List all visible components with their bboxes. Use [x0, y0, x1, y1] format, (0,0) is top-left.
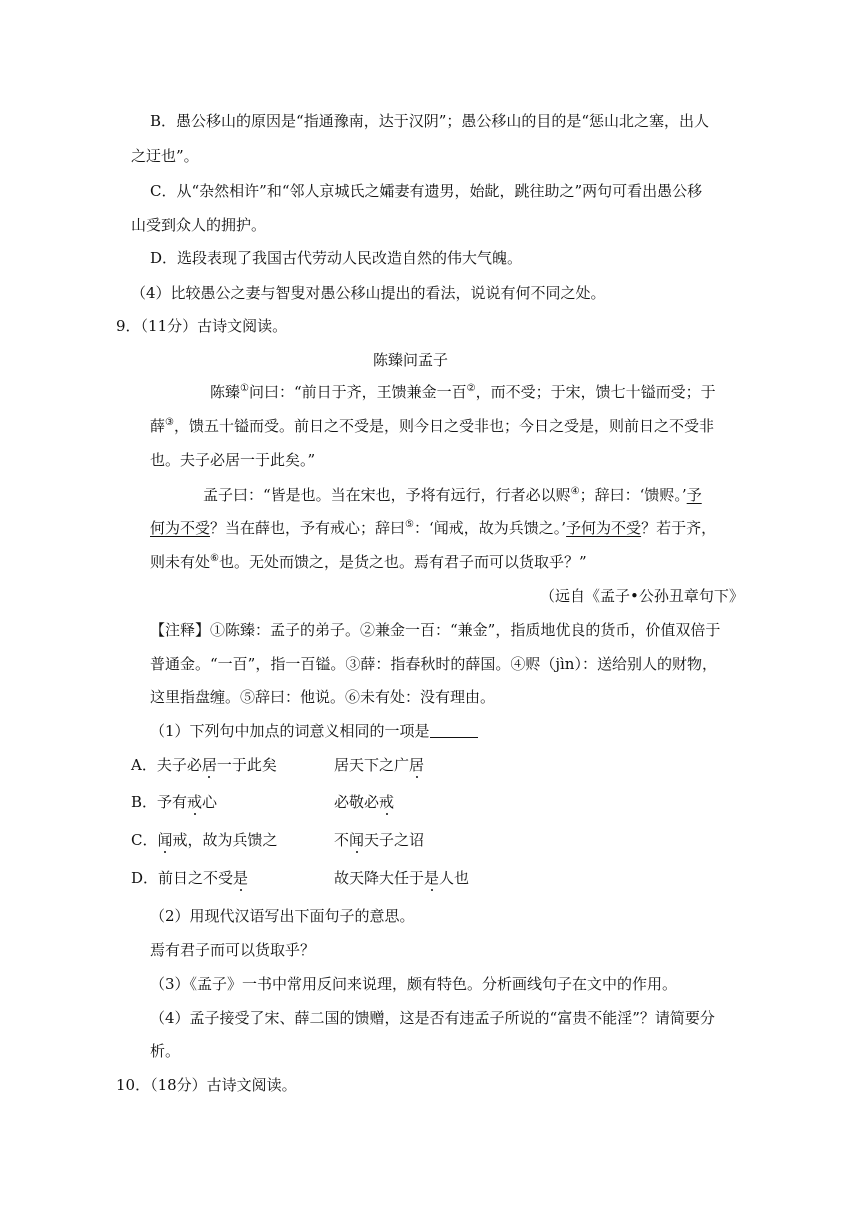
passage-p2-line2: 何为不受？当在薛也，予有戒心；辞曰⑤：‘闻戒，故为兵馈之。’予何为不受？若于齐，	[150, 519, 717, 537]
option-b-left: B．予有戒心	[131, 793, 218, 811]
passage-p1-line3: 也。夫子必居一于此矣。”	[150, 451, 316, 469]
passage-title: 陈臻问孟子	[373, 351, 449, 369]
footnote-marker: ③	[165, 417, 174, 428]
option-c-left: C．闻戒，故为兵馈之	[131, 831, 278, 849]
emphasis-dot-word: 戒	[379, 793, 395, 811]
notes-line2: 普通金。“一百”，指一百镒。③薛：指春秋时的薛国。④赆（jìn）：送给别人的财物，	[150, 655, 717, 673]
emphasis-dot-word: 居	[409, 756, 425, 774]
option-a-right: 居天下之广居	[334, 756, 425, 774]
option-c-right: 不闻天子之诏	[334, 831, 425, 849]
q9-sub4-line1: （4）孟子接受了宋、薛二国的馈赠，这是否有违孟子所说的“富贵不能淫”？请简要分	[150, 1009, 715, 1027]
footnote-marker: ②	[466, 383, 476, 394]
passage-p2-line3: 则未有处⑥也。无处而馈之，是货之也。焉有君子而可以货取乎？”	[150, 553, 587, 571]
passage-p2-line1: 孟子曰：“皆是也。当在宋也，予将有远行，行者必以赆④；辞曰：‘馈赆。’予	[203, 486, 702, 504]
passage-source: （远自《孟子•公孙丑章句下》	[540, 587, 744, 605]
q8-option-c-line2: 山受到众人的拥护。	[131, 216, 267, 234]
notes-line3: 这里指盘缠。⑤辞曰：他说。⑥未有处：没有理由。	[150, 688, 496, 706]
underlined-sentence-1a: 予	[686, 486, 702, 504]
q8-option-b-line2: 之迂也”。	[131, 147, 199, 165]
option-d-left: D．前日之不受是	[131, 869, 249, 887]
answer-blank	[430, 723, 478, 738]
q9-sub1: （1）下列句中加点的词意义相同的一项是	[150, 721, 478, 741]
q9-sub4-line2: 析。	[150, 1042, 181, 1060]
footnote-marker: ①	[240, 383, 249, 394]
emphasis-dot-word: 是	[233, 869, 249, 887]
q9-sub2: （2）用现代汉语写出下面句子的意思。	[150, 907, 415, 925]
emphasis-dot-word: 闻	[157, 831, 173, 849]
q8-option-b-line1: B．愚公移山的原因是“指通豫南，达于汉阴”；愚公移山的目的是“惩山北之塞，出人	[150, 112, 710, 130]
emphasis-dot-word: 戒	[187, 793, 203, 811]
footnote-marker: ④	[570, 486, 580, 497]
q9-sub3: （3）《孟子》一书中常用反问来说理，颇有特色。分析画线句子在文中的作用。	[150, 975, 678, 993]
passage-p1-line2: 薛③，馈五十镒而受。前日之不受是，则今日之受非也；今日之受是，则前日之不受非	[150, 417, 714, 435]
option-b-right: 必敬必戒	[334, 793, 395, 811]
q9-sub2-sentence: 焉有君子而可以货取乎？	[150, 941, 316, 959]
footnote-marker: ⑤	[405, 519, 414, 530]
notes-line1: 【注释】①陈臻：孟子的弟子。②兼金一百：“兼金”，指质地优良的货币，价值双倍于	[150, 621, 721, 639]
q9-header: 9．（11分）古诗文阅读。	[116, 317, 288, 335]
q8-option-c-line1: C．从“杂然相许”和“邻人京城氏之孀妻有遗男，始龀，跳往助之”两句可看出愚公移	[150, 182, 703, 200]
q8-sub4: （4）比较愚公之妻与智叟对愚公移山提出的看法，说说有何不同之处。	[131, 284, 606, 302]
q8-option-d: D．选段表现了我国古代劳动人民改造自然的伟大气魄。	[150, 249, 523, 267]
q10-header: 10．（18分）古诗文阅读。	[116, 1076, 297, 1094]
emphasis-dot-word: 居	[201, 756, 217, 774]
underlined-sentence-1b: 何为不受	[150, 519, 211, 537]
emphasis-dot-word: 闻	[349, 831, 365, 849]
emphasis-dot-word: 是	[424, 869, 440, 887]
option-a-left: A．夫子必居一于此矣	[131, 756, 277, 774]
footnote-marker: ⑥	[210, 553, 219, 564]
option-d-right: 故天降大任于是人也	[334, 869, 470, 887]
passage-p1-line1: 陈臻①问曰：“前日于齐，王馈兼金一百②，而不受；于宋，馈七十镒而受；于	[210, 383, 716, 401]
underlined-sentence-2: 予何为不受	[566, 519, 642, 537]
